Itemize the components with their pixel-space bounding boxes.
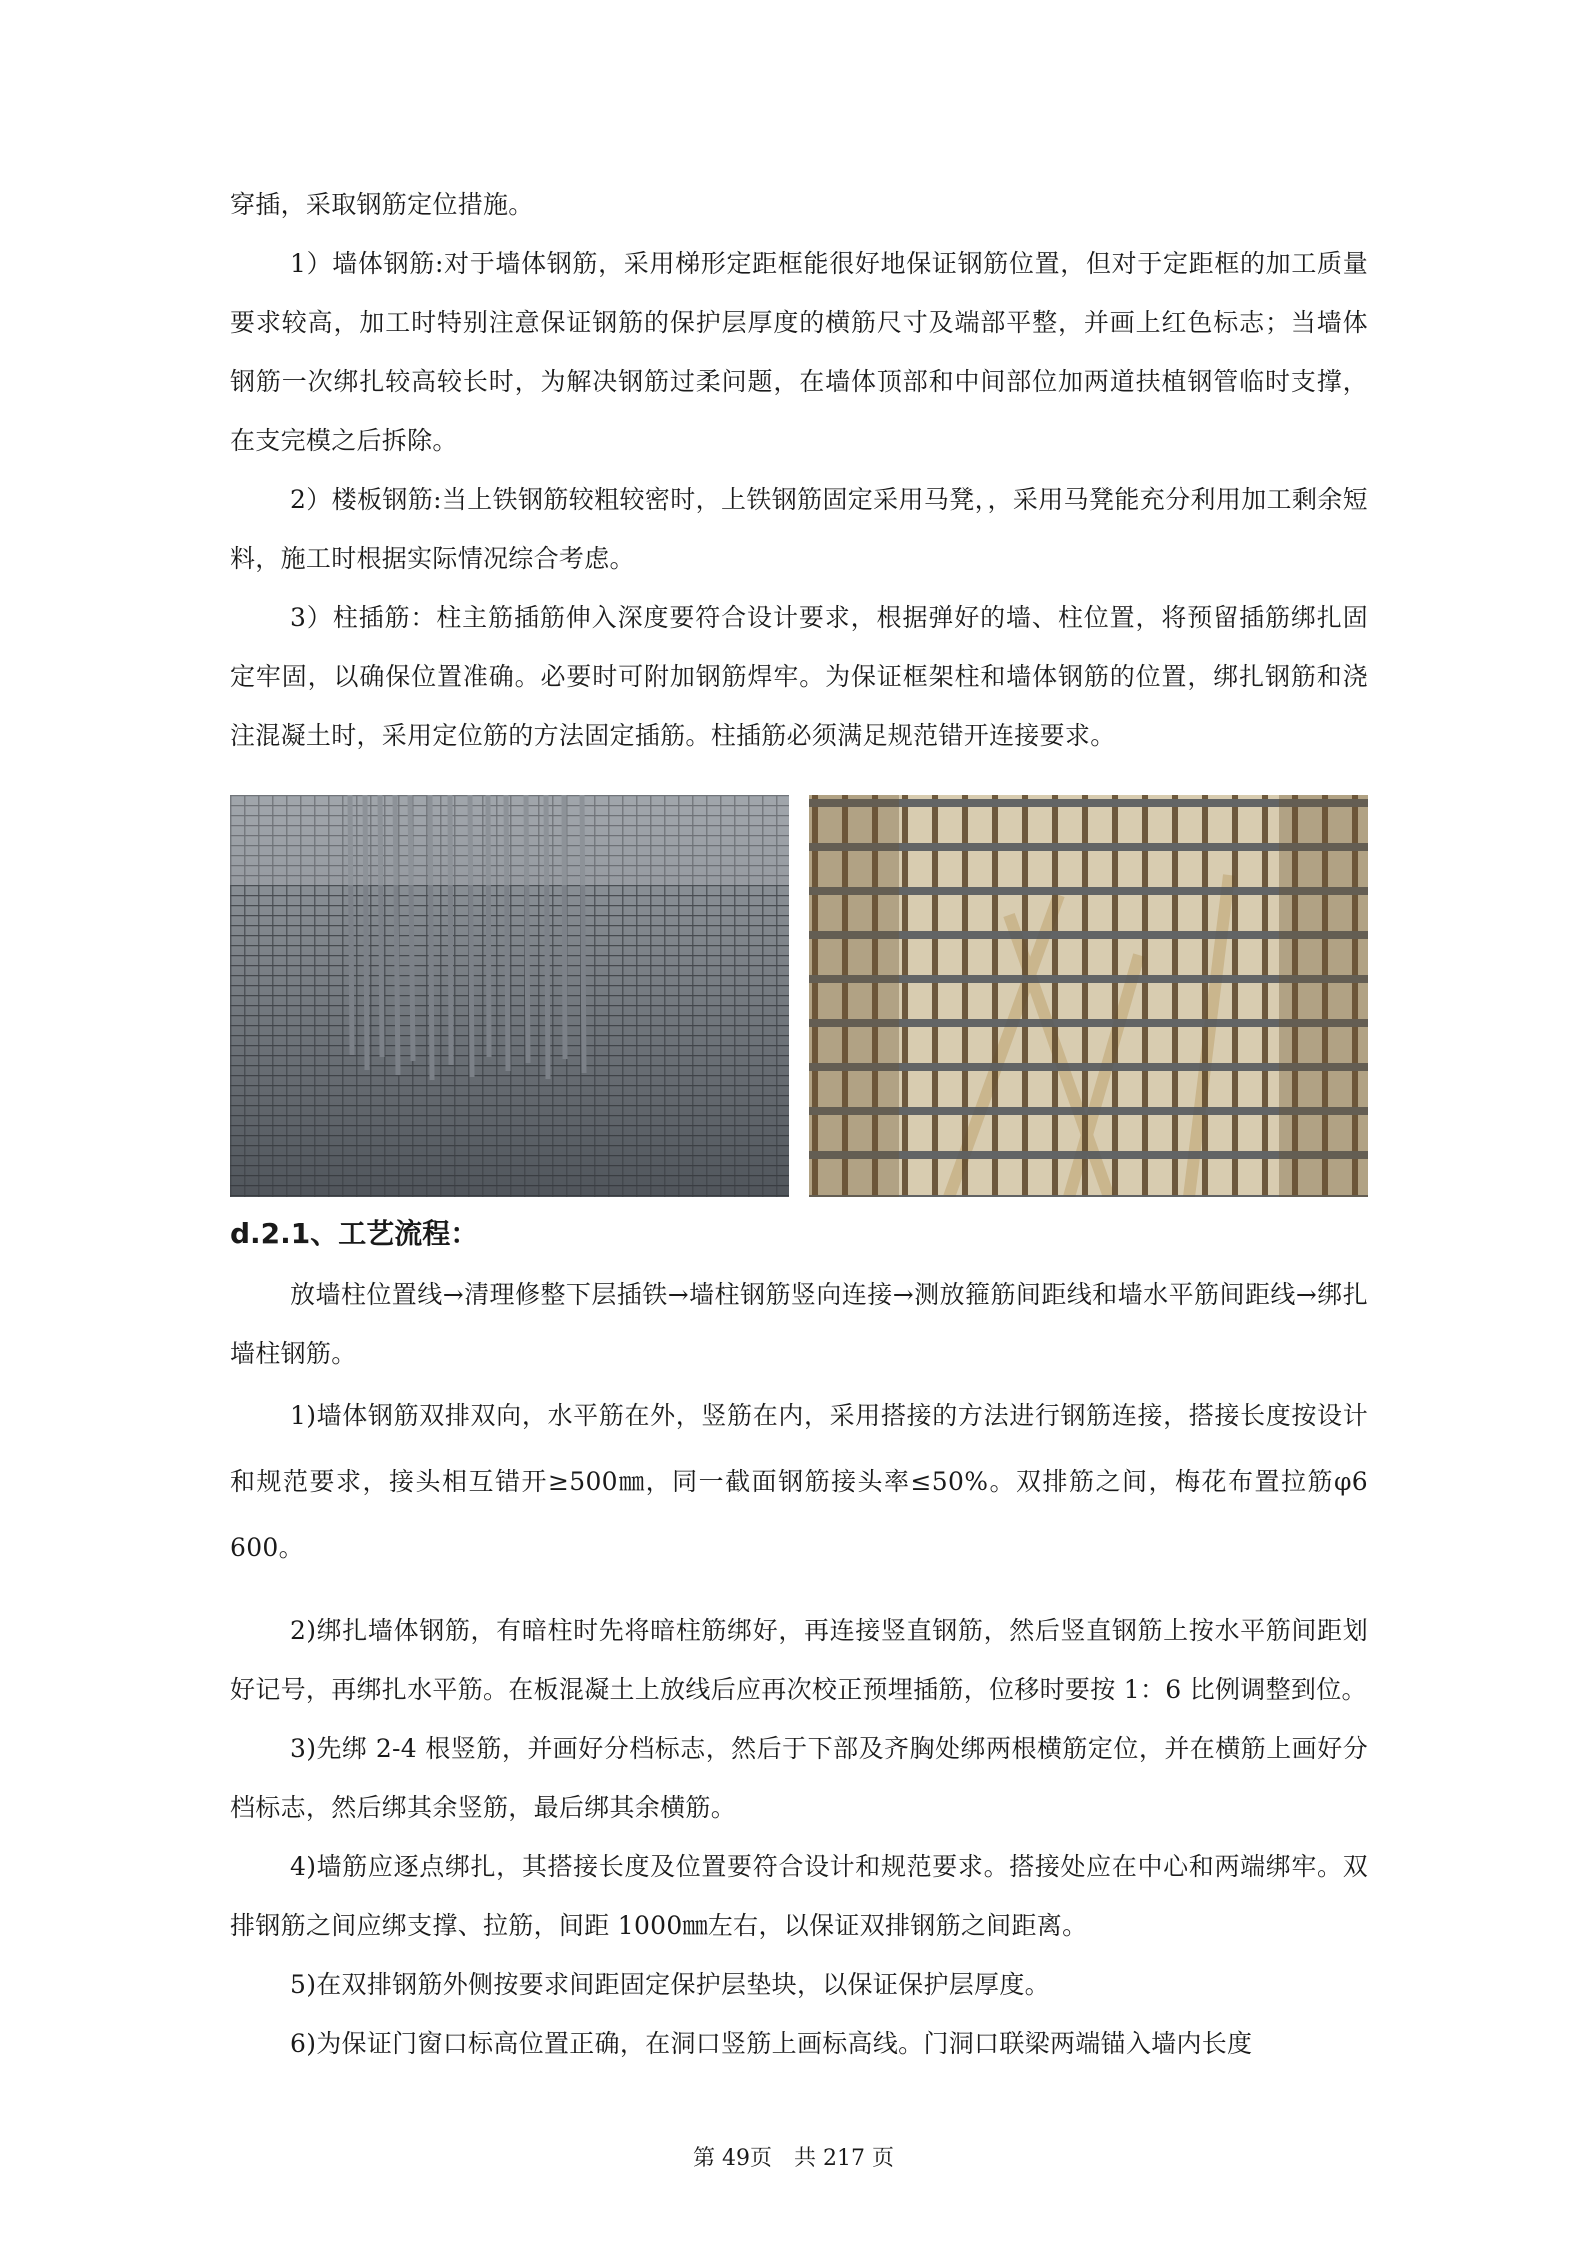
photo-column-cage bbox=[809, 795, 1368, 1197]
paragraph-wall-rebar: 1）墙体钢筋:对于墙体钢筋，采用梯形定距框能很好地保证钢筋位置，但对于定距框的加工质量要求较高，加工时特别注意保证钢筋的保护层厚度的横筋尺寸及端部平整，并画上红色标志；当墙体钢筋一次绑扎较高较长时，为解决钢筋过柔问题，在墙体顶部和中间部位加两道扶植钢管临时支撑，在支完模之后拆除。 bbox=[230, 249, 1368, 455]
paragraph-continuation: 穿插，采取钢筋定位措施。 bbox=[230, 190, 534, 219]
process-flow: 放墙柱位置线→清理修整下层插铁→墙柱钢筋竖向连接→测放箍筋间距线和墙水平筋间距线→绑扎墙柱钢筋。 bbox=[230, 1280, 1368, 1368]
photo-row bbox=[230, 795, 1368, 1197]
photo-column-dowels-on-slab bbox=[230, 795, 789, 1197]
list-item: 4)墙筋应逐点绑扎，其搭接长度及位置要符合设计和规范要求。搭接处应在中心和两端绑牢。双排钢筋之间应绑支撑、拉筋，间距 1000㎜左右，以保证双排钢筋之间距离。 bbox=[230, 1852, 1368, 1940]
list-item: 5)在双排钢筋外侧按要求间距固定保护层垫块，以保证保护层厚度。 bbox=[290, 1970, 1050, 1999]
document-page bbox=[230, 175, 1394, 2073]
list-item: 1)墙体钢筋双排双向，水平筋在外，竖筋在内，采用搭接的方法进行钢筋连接，搭接长度按设计和规范要求，接头相互错开≥500㎜，同一截面钢筋接头率≤50%。双排筋之间，梅花布置拉筋φ6 600。 bbox=[230, 1401, 1394, 1562]
page-footer: 第 49页 共 217 页 bbox=[693, 2146, 894, 2171]
list-item: 6)为保证门窗口标高位置正确，在洞口竖筋上画标高线。门洞口联梁两端锚入墙内长度 bbox=[290, 2029, 1253, 2058]
list-item: 2)绑扎墙体钢筋，有暗柱时先将暗柱筋绑好，再连接竖直钢筋，然后竖直钢筋上按水平筋间距划好记号，再绑扎水平筋。在板混凝土上放线后应再次校正预埋插筋，位移时要按 1：6 比例调整到位。 bbox=[230, 1616, 1368, 1704]
list-item: 3)先绑 2-4 根竖筋，并画好分档标志，然后于下部及齐胸处绑两根横筋定位，并在横筋上画好分档标志，然后绑其余竖筋，最后绑其余横筋。 bbox=[230, 1734, 1368, 1822]
paragraph-slab-rebar: 2）楼板钢筋:当上铁钢筋较粗较密时，上铁钢筋固定采用马凳，，采用马凳能充分利用加工剩余短料，施工时根据实际情况综合考虑。 bbox=[230, 485, 1368, 573]
section-heading: d.2.1、工艺流程： bbox=[230, 1217, 479, 1250]
paragraph-column-dowel: 3）柱插筋：柱主筋插筋伸入深度要符合设计要求，根据弹好的墙、柱位置，将预留插筋绑扎固定牢固，以确保位置准确。必要时可附加钢筋焊牢。为保证框架柱和墙体钢筋的位置，绑扎钢筋和浇注混凝土时，采用定位筋的方法固定插筋。柱插筋必须满足规范错开连接要求。 bbox=[230, 603, 1368, 750]
